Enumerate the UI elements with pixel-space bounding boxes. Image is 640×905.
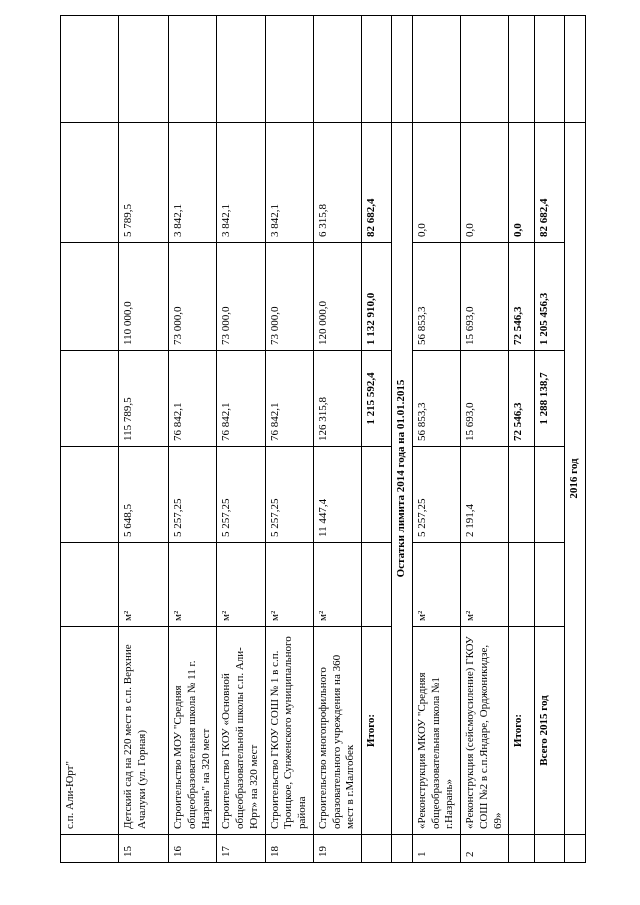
- table-row-itogo: Итого: 1 215 592,4 1 132 910,0 82 682,4: [362, 16, 392, 863]
- table-row-vsego: Всего 2015 год 1 288 138,7 1 205 456,3 82 682,4: [535, 16, 565, 863]
- cell-num: [61, 835, 119, 863]
- table-row: 17 Строительство ГКОУ «Основной общеобразовательной школы с.п. Али-Юрт» на 320 мест м² 5 257,25 76 842,1 73 000,0 3 842,1: [217, 16, 265, 863]
- table-row: [61, 16, 119, 863]
- year-row: [565, 16, 586, 863]
- table-row: 1 «Реконструкция МКОУ "Средняя общеобразовательная школа №1 г.Назрань» м² 5 257,25 56 853,3 56 853,3 0,0: [412, 16, 460, 863]
- table-row: 2 «Реконструкция (сейсмоусиление) ГКОУ СОШ №2 в с.п.Яндаре, Орджоникидзе, 69» м² 2 191,4 15 693,0 15 693,0 0,0: [461, 16, 509, 863]
- table-row: 18 Строительство ГКОУ СОШ № 1 в с.п. Троицкое, Сунженского муниципального района м² 5 257,25 76 842,1 73 000,0 3 842,1: [265, 16, 313, 863]
- year-title: 2016 год: [565, 123, 586, 835]
- budget-table: [60, 15, 586, 863]
- table-row: 16 Строительство МОУ "Средняя общеобразовательная школа № 11 г. Назрань" на 320 мест м² 5 257,25 76 842,1 73 000,0 3 842,1: [169, 16, 217, 863]
- table-row: 19 Строительство многопрофильного образовательного учреждения на 360 мест в г.Малгобек м² 11 447,4 126 315,8 120 000,0 6 315,8: [313, 16, 361, 863]
- section-title: Остатки лимита 2014 года на 01.01.2015: [392, 123, 413, 835]
- table-row-itogo: Итого: 72 546,3 72 546,3 0,0: [509, 16, 535, 863]
- section-row: [392, 16, 413, 863]
- cell-name: с.п. Али-Юрт": [61, 627, 119, 835]
- table-row: 15 Детский сад на 220 мест в с.п. Верхние Ачалуки (ул. Горная) м² 5 648,5 115 789,5 110 000,0 5 789,5: [119, 16, 169, 863]
